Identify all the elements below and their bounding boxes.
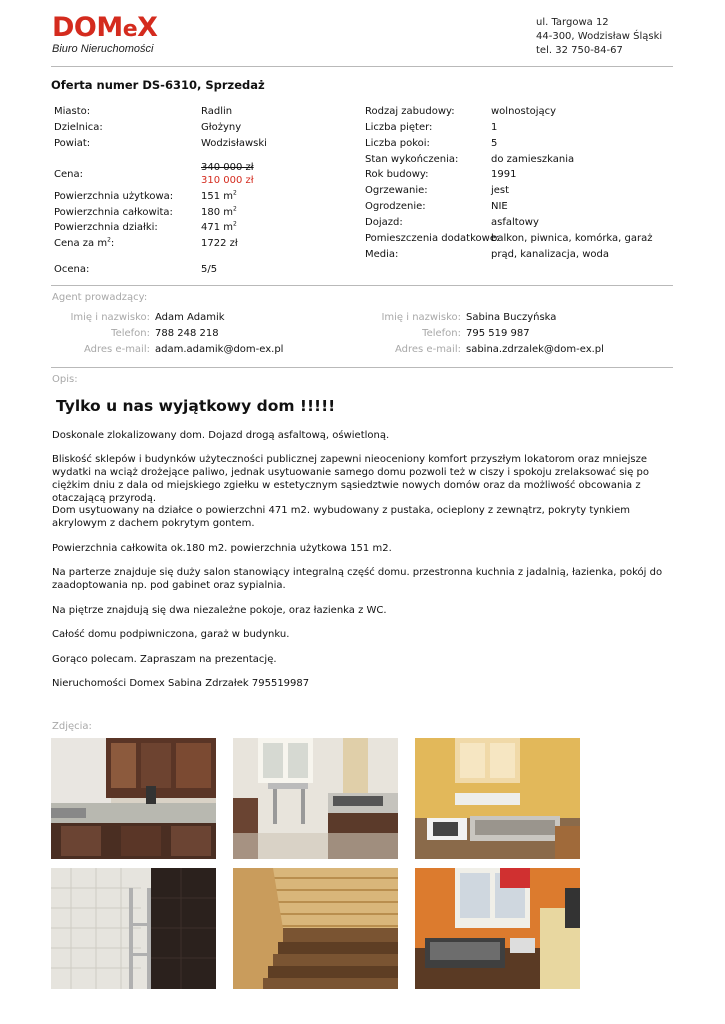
- price-label: Cena:: [54, 169, 83, 180]
- plot-area-value: 471 $m^2$: [201, 220, 237, 233]
- city-value: Radlin: [201, 106, 233, 117]
- rooms-value: 5: [491, 138, 498, 149]
- utilities-value: prąd, kanalizacja, woda: [491, 249, 609, 260]
- build-year-value: 1991: [491, 169, 517, 180]
- price-per-m2-label: Cena za $m^2$:: [54, 236, 115, 249]
- kitchen-photo[interactable]: [51, 738, 216, 859]
- description-paragraph: Na parterze znajduje się duży salon stanowiący integralną część domu. przestronna kuchnia z jadalnią, łazienka, pokój do zaadoptowania np. pod gabinet oraz sypialnia.: [52, 567, 663, 591]
- agent-email[interactable]: adam.adamik@dom-ex.pl: [155, 344, 284, 355]
- extra-rooms-value: balkon, piwnica, komórka, garaż: [491, 233, 653, 244]
- description-paragraph: Gorąco polecam. Zapraszam na prezentację.: [52, 654, 277, 665]
- building-type-value: wolnostojący: [491, 106, 557, 117]
- new-price: 310 000 zł: [201, 175, 254, 186]
- description-paragraph: Dom usytuowany na działce o powierzchni 471 m2. wybudowany z pustaka, ocieplony z zewnątrz, pokryty tynkiem akrylowym z dachem pokrytym gontem.: [52, 505, 630, 529]
- description-paragraph: Powierzchnia całkowita ok.180 m2. powierzchnia użytkowa 151 m2.: [52, 543, 392, 554]
- rating-label: Ocena:: [54, 264, 90, 275]
- plot-area-label: Powierzchnia działki:: [54, 222, 158, 233]
- total-area-label: Powierzchnia całkowita:: [54, 207, 173, 218]
- finish-value: do zamieszkania: [491, 154, 575, 165]
- old-price: 340 000 zł: [201, 162, 254, 173]
- city-label: Miasto:: [54, 106, 91, 117]
- bathroom-photo[interactable]: [51, 868, 216, 989]
- price-per-m2-value: 1722 zł: [201, 238, 238, 249]
- county-label: Powiat:: [54, 138, 91, 149]
- total-area-value: 180 $m^2$: [201, 205, 237, 218]
- access-road-value: asfaltowy: [491, 217, 539, 228]
- stairs-photo[interactable]: [233, 868, 398, 989]
- floors-value: 1: [491, 122, 498, 133]
- agent-name: Adam Adamik: [155, 312, 225, 323]
- header-divider: [51, 66, 673, 67]
- usable-area-label: Powierzchnia użytkowa:: [54, 191, 174, 202]
- heating-value: jest: [491, 185, 510, 196]
- description-section-label: Opis:: [52, 374, 78, 385]
- fence-label: Ogrodzenie:: [365, 201, 426, 212]
- logo-subtitle: Biuro Nieruchomości: [52, 43, 154, 55]
- offer-title: Oferta numer DS-6310, Sprzedaż: [51, 78, 265, 92]
- agent-phone-label: Telefon:: [422, 328, 461, 339]
- description-paragraph: Bliskość sklepów i budynków użyteczności publicznej zapewni nieoceniony komfort przyszłym lokatorom oraz mniejsze wydatki na wciąż drożejące paliwo, jednak usytuowanie samego domu pozwoli też w ciszy i spokoju zrelaksować się po ciężkim dniu z dala od miejskiego zgiełku w estetycznym sąsiedztwie nowych domów oraz da możliwość obcowania z otaczającą przyrodą.: [52, 454, 649, 504]
- description-paragraph: Nieruchomości Domex Sabina Zdrzałek 795519987: [52, 678, 310, 689]
- rating-value: 5/5: [201, 264, 218, 275]
- details-divider: [51, 285, 673, 286]
- utilities-label: Media:: [365, 249, 399, 260]
- agent-name-label: Imię i nazwisko:: [70, 312, 150, 323]
- agents-divider: [51, 367, 673, 368]
- description-paragraph: Na piętrze znajdują się dwa niezależne pokoje, oraz łazienka z WC.: [52, 605, 387, 616]
- building-type-label: Rodzaj zabudowy:: [365, 106, 455, 117]
- description-title: Tylko u nas wyjątkowy dom !!!!!: [56, 397, 336, 415]
- agent-phone[interactable]: 795 519 987: [466, 328, 530, 339]
- logo-wordmark: DOMeX: [52, 12, 158, 43]
- usable-area-value: 151 $m^2$: [201, 189, 237, 202]
- rooms-label: Liczba pokoi:: [365, 138, 430, 149]
- agency-address: ul. Targowa 12 44-300, Wodzisław Śląski tel. 32 750-84-67: [536, 17, 663, 56]
- description-paragraph: Doskonale zlokalizowany dom. Dojazd drogą asfaltową, oświetloną.: [52, 430, 390, 441]
- agent-section-label: Agent prowadzący:: [52, 292, 148, 303]
- agent-phone[interactable]: 788 248 218: [155, 328, 219, 339]
- agent-name-label: Imię i nazwisko:: [381, 312, 461, 323]
- extra-rooms-label: Pomieszczenia dodatkowe:: [365, 233, 500, 244]
- bedroom-photo[interactable]: [415, 738, 580, 859]
- district-value: Głożyny: [201, 122, 242, 133]
- photos-section-label: Zdjęcia:: [52, 721, 92, 732]
- room-photo[interactable]: [415, 868, 580, 989]
- floors-label: Liczba pięter:: [365, 122, 433, 133]
- district-label: Dzielnica:: [54, 122, 103, 133]
- agent-email[interactable]: sabina.zdrzalek@dom-ex.pl: [466, 344, 604, 355]
- agent-name: Sabina Buczyńska: [466, 312, 557, 323]
- dining-photo[interactable]: [233, 738, 398, 859]
- agent-email-label: Adres e-mail:: [83, 344, 150, 355]
- description-paragraph: Całość domu podpiwniczona, garaż w budynku.: [52, 629, 290, 640]
- agent-email-label: Adres e-mail:: [394, 344, 461, 355]
- finish-label: Stan wykończenia:: [365, 154, 459, 165]
- county-value: Wodzisławski: [201, 138, 267, 149]
- build-year-label: Rok budowy:: [365, 169, 429, 180]
- heating-label: Ogrzewanie:: [365, 185, 428, 196]
- company-logo: [52, 14, 192, 58]
- agent-phone-label: Telefon:: [111, 328, 150, 339]
- fence-value: NIE: [491, 201, 508, 212]
- access-road-label: Dojazd:: [365, 217, 403, 228]
